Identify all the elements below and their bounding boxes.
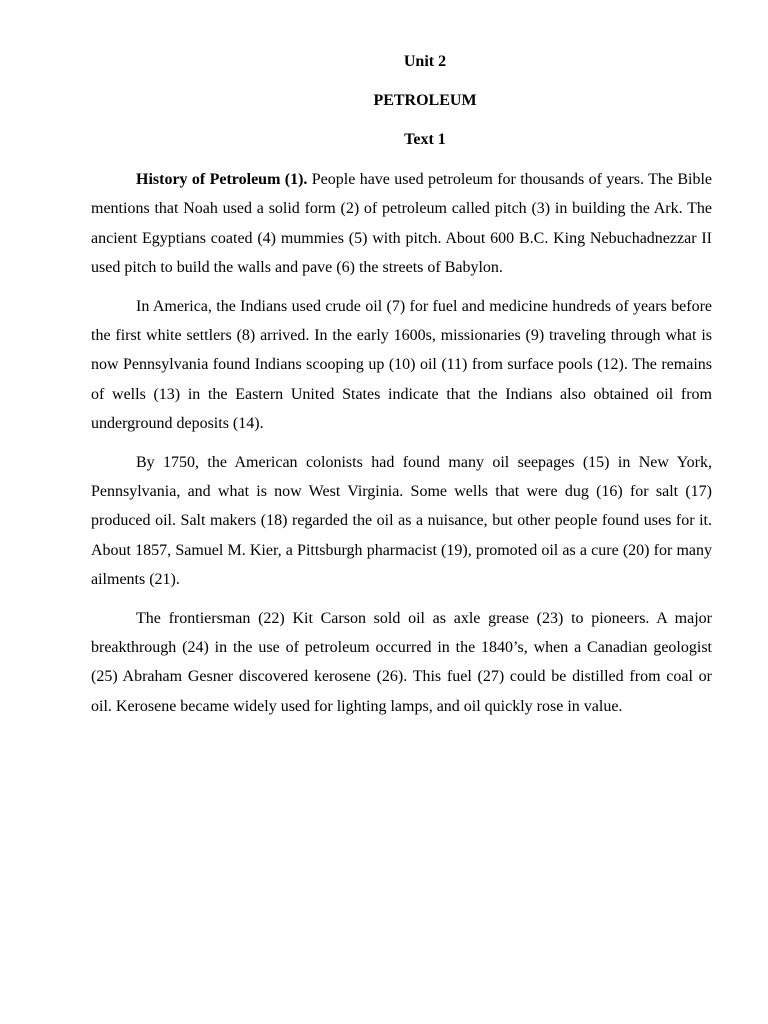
unit-heading: Unit 2 <box>403 53 447 70</box>
paragraph-3 <box>91 448 712 594</box>
body-text <box>91 165 712 730</box>
paragraph-4 <box>91 604 712 721</box>
paragraph-text: In America, the Indians used crude oil (7) for fuel and medicine hundreds of years before the first white settlers (8) arrived. In the early 1600s, missionaries (9) traveling through what is now Pennsylvania found Indians scooping up (10) oil (11) from surface pools (12). The remains of wells (13) in the Eastern United States indicate that the Indians also obtained oil from underground deposits (14). <box>91 297 712 432</box>
paragraph-1 <box>91 165 712 282</box>
paragraph-text: By 1750, the American colonists had found many oil seepages (15) in New York, Pennsylvania, and what is now West Virginia. Some wells that were dug (16) for salt (17) produced oil. Salt makers (18) regarded the oil as a nuisance, but other people found uses for it. About 1857, Samuel M. Kier, a Pittsburgh pharmacist (19), promoted oil as a cure (20) for many ailments (21). <box>91 453 712 588</box>
paragraph-text: People have used petroleum for thousands of years. The Bible mentions that Noah used a solid form (2) of petroleum called pitch (3) in building the Ark. The ancient Egyptians coated (4) mummies (5) with pitch. About 600 B.C. King Nebuchadnezzar II used pitch to build the walls and pave (6) the streets of Babylon. <box>91 171 713 276</box>
paragraph-2 <box>91 292 712 438</box>
paragraph-lead: History of Petroleum (1). <box>136 171 308 188</box>
paragraph-text: The frontiersman (22) Kit Carson sold oil as axle grease (23) to pioneers. A major breakthrough (24) in the use of petroleum occurred in the 1840’s, when a Canadian geologist (25) Abraham Gesner discovered kerosene (26). This fuel (27) could be distilled from coal or oil. Kerosene became widely used for lighting lamps, and oil quickly rose in value. <box>91 609 712 715</box>
document-title: PETROLEUM <box>373 92 477 109</box>
text-label: Text 1 <box>404 131 446 148</box>
